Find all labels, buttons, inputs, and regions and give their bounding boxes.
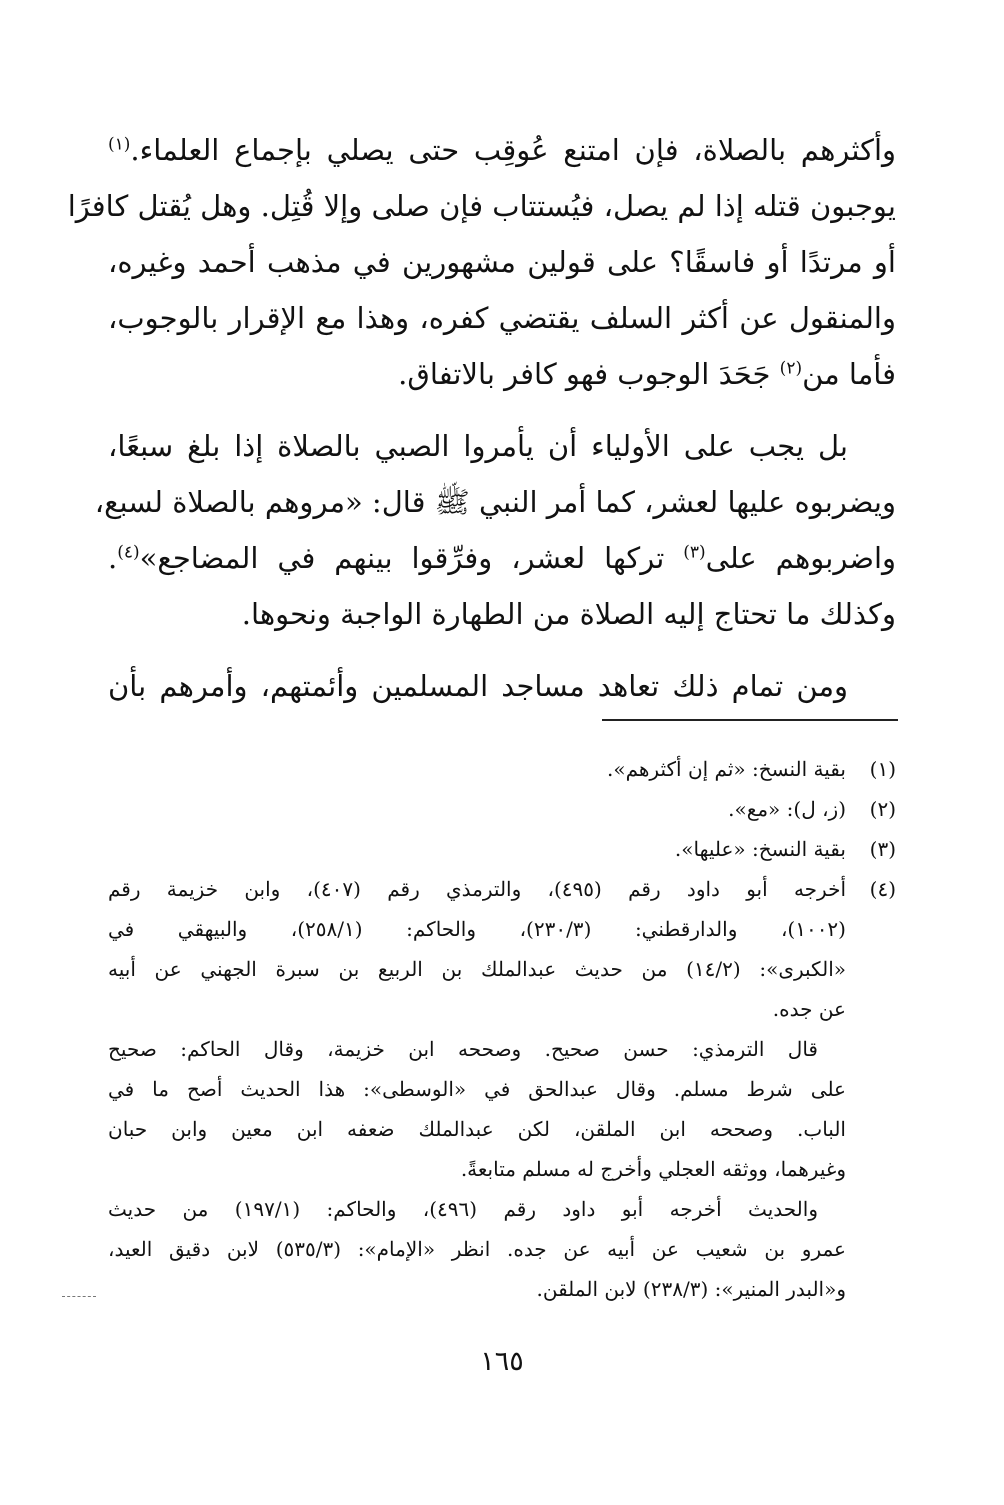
main-text-line: وكذلك ما تحتاج إليه الصلاة من الطهارة الواجبة ونحوها. bbox=[241, 597, 896, 631]
footnote-item bbox=[108, 789, 896, 829]
footnote-line: عن جده. bbox=[772, 997, 846, 1021]
footnote-line: عمرو بن شعيب عن أبيه عن جده. انظر «الإمام»: (٥٣٥/٣) لابن دقيق العيد، bbox=[108, 1237, 846, 1261]
footnote-text: بقية النسخ: «عليها». bbox=[674, 837, 846, 861]
text-span: جَحَدَ الوجوب فهو كافر بالاتفاق. bbox=[398, 357, 771, 391]
footnote-item bbox=[108, 829, 896, 869]
main-text bbox=[67, 122, 897, 714]
footnote-marker[interactable]: (٣) bbox=[683, 542, 706, 563]
main-text-line: ويضربوه عليها لعشر، كما أمر النبي ﷺ قال: «مروهم بالصلاة لسبع، bbox=[94, 485, 896, 519]
footnote-line: والحديث أخرجه أبو داود رقم (٤٩٦)، والحاكم: (١٩٧/١) من حديث bbox=[108, 1197, 818, 1221]
main-text-line: ومن تمام ذلك تعاهد مساجد المسلمين وأئمتهم، وأمرهم بأن bbox=[108, 669, 848, 703]
footnote-line: الباب. وصححه ابن الملقن، لكن عبدالملك ضعفه ابن معين وابن حبان bbox=[108, 1117, 846, 1141]
footnote-item bbox=[108, 749, 896, 789]
footnote-marker[interactable]: (٤) bbox=[117, 542, 140, 563]
text-span: فأما من bbox=[802, 357, 896, 391]
margin-dash bbox=[62, 1296, 96, 1297]
text-span: . bbox=[108, 541, 118, 575]
main-text-line: أو مرتدًا أو فاسقًا؟ على قولين مشهورين في مذهب أحمد وغيره، bbox=[108, 245, 896, 279]
footnote-number: (٢) bbox=[869, 797, 896, 821]
footnote-continuation bbox=[108, 1189, 896, 1309]
footnote-item bbox=[108, 869, 896, 1029]
footnotes bbox=[108, 749, 896, 1309]
main-text-line bbox=[108, 346, 896, 402]
footnote-text: بقية النسخ: «ثم إن أكثرهم». bbox=[606, 757, 846, 781]
footnote-number: (١) bbox=[869, 757, 896, 781]
page-number: ١٦٥ bbox=[480, 1346, 524, 1377]
footnote-number: (٣) bbox=[869, 837, 896, 861]
main-text-line bbox=[108, 530, 896, 586]
footnote-line: و«البدر المنير»: (٢٣٨/٣) لابن الملقن. bbox=[536, 1277, 846, 1301]
main-text-line: يوجبون قتله إذا لم يصل، فيُستتاب فإن صلى وإلا قُتِل. وهل يُقتل كافرًا bbox=[67, 189, 896, 223]
main-text-line: بل يجب على الأولياء أن يأمروا الصبي بالصلاة إذا بلغ سبعًا، bbox=[108, 429, 848, 463]
paragraph-gap bbox=[108, 642, 896, 658]
text-span: واضربوهم على bbox=[705, 541, 897, 575]
footnote-marker[interactable]: (١) bbox=[108, 134, 131, 155]
footnote-line: وغيرهما، ووثقه العجلي وأخرج له مسلم متابعةً. bbox=[460, 1157, 846, 1181]
footnote-line: على شرط مسلم. وقال عبدالحق في «الوسطى»: هذا الحديث أصح ما في bbox=[108, 1077, 846, 1101]
footnote-separator bbox=[602, 719, 898, 721]
paragraph-gap bbox=[108, 402, 896, 418]
footnote-text: (ز، ل): «مع». bbox=[728, 797, 846, 821]
footnote-continuation bbox=[108, 1029, 896, 1189]
text-span: تركها لعشر، وفرِّقوا بينهم في المضاجع» bbox=[139, 541, 665, 575]
footnote-line: أخرجه أبو داود رقم (٤٩٥)، والترمذي رقم (٤٠٧)، وابن خزيمة رقم bbox=[108, 877, 846, 901]
main-text-line bbox=[108, 122, 896, 178]
footnote-line: (١٠٠٢)، والدارقطني: (٢٣٠/٣)، والحاكم: (٢٥٨/١)، والبيهقي في bbox=[108, 917, 846, 941]
footnote-line: قال الترمذي: حسن صحيح. وصححه ابن خزيمة، وقال الحاكم: صحيح bbox=[108, 1037, 818, 1061]
footnote-number: (٤) bbox=[869, 877, 896, 901]
footnote-line: «الكبرى»: (١٤/٢) من حديث عبدالملك بن الربيع بن سبرة الجهني عن أبيه bbox=[108, 957, 846, 981]
footnote-marker[interactable]: (٢) bbox=[779, 358, 803, 379]
footnote-text bbox=[108, 869, 846, 1029]
text-span: وأكثرهم بالصلاة، فإن امتنع عُوقِب حتى يصلي بإجماع العلماء. bbox=[130, 133, 896, 167]
main-text-line: والمنقول عن أكثر السلف يقتضي كفره، وهذا مع الإقرار بالوجوب، bbox=[108, 301, 896, 335]
